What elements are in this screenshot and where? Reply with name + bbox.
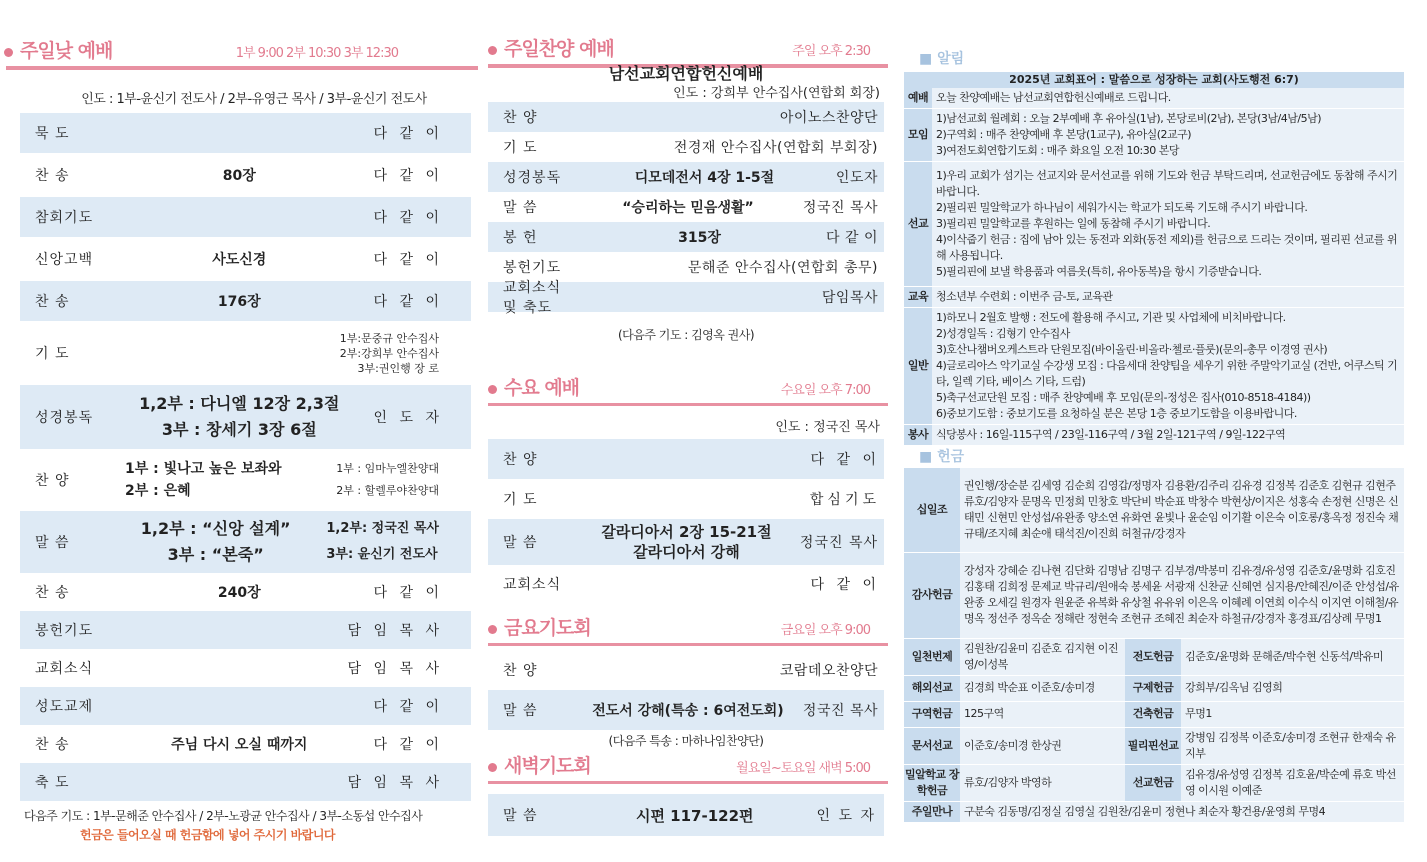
order-row-choir <box>20 449 471 511</box>
order-value: 담 임 목 사 <box>347 623 443 639</box>
notices-title: 알림 <box>937 51 965 67</box>
preacher: 1,2부: 정국진 목사 <box>326 521 439 536</box>
order-value: 담 임 목 사 <box>347 661 443 677</box>
offering-category: 감사헌금 <box>904 552 960 638</box>
notice-line: 2)성경일독 : 김형기 안수집사 <box>936 327 1070 340</box>
notices-header: ■ 알림 <box>919 51 965 67</box>
order-row <box>488 280 884 316</box>
notice-line: 5)필리핀에 보낼 학용품과 여름옷(특히, 유아동복)을 항시 기증받습니다. <box>936 265 1262 278</box>
order-main: 시편 117-122편 <box>635 806 754 825</box>
notice-category: 봉사 <box>904 425 932 446</box>
dawn-time: 월요일~토요일 새벽 5:00 <box>736 761 870 776</box>
dawn-header <box>484 751 888 781</box>
order-value: 다 같 이 <box>810 452 880 468</box>
offering-names: 이준호/송미경 한상권 <box>960 727 1125 764</box>
order-row <box>488 192 884 222</box>
notice-text: 오늘 찬양예배는 남선교회연합헌신예배로 드립니다. <box>932 88 1404 109</box>
sermon-line: 1,2부 : “신앙 설계” <box>140 519 291 538</box>
order-label: 기 도 <box>503 492 538 508</box>
order-main: 사도신경 <box>212 252 267 268</box>
order-label: 찬 송 <box>35 585 70 601</box>
offering-category: 구역헌금 <box>904 701 960 727</box>
offering-category: 십일조 <box>904 468 960 552</box>
dawn-title: 새벽기도회 <box>504 755 591 777</box>
order-row <box>20 649 471 687</box>
order-main: 80장 <box>222 168 256 184</box>
divider <box>488 781 888 784</box>
notices-column <box>904 48 1404 823</box>
notice-line: 2)구역회 : 매주 찬양예배 후 본당(1교구), 유아실(2교구) <box>936 128 1192 141</box>
prayer-line: 3부:권인행 장 로 <box>357 361 439 375</box>
order-value: 다 같 이 <box>373 585 443 601</box>
order-value: 인도자 <box>835 170 878 186</box>
order-row-sermon <box>20 511 471 573</box>
sermon-line: 3부 : “본죽” <box>167 545 264 564</box>
order-label: 봉헌기도 <box>503 260 562 276</box>
order-row <box>20 725 471 763</box>
offering-title: 헌금 <box>937 449 965 465</box>
prayer-line: 1부:문중규 안수집사 <box>339 331 439 345</box>
order-label: 교회소식 및 축도 <box>503 280 562 316</box>
fri-next: (다음주 특송 : 마하나임찬양단) <box>608 734 764 748</box>
choir-name: 1부 : 임마누엘찬양대 <box>336 462 439 475</box>
sunday-header <box>0 36 478 66</box>
choir-line: 2부 : 은혜 <box>125 483 191 499</box>
notice-line: 3)여전도회연합기도회 : 매주 화요일 오전 10:30 본당 <box>936 144 1179 157</box>
divider <box>488 643 888 646</box>
order-label: 말 씀 <box>503 703 538 719</box>
notice-line: 1)남선교회 월례회 : 오늘 2부예배 후 유아실(1남), 본당로비(2남), 본당(3남/4남/5남) <box>936 112 1322 125</box>
order-label: 찬 양 <box>503 663 538 679</box>
order-value: 합심기도 <box>809 492 880 508</box>
notice-category: 일반 <box>904 308 932 425</box>
offering-category: 밀알학교 장학헌금 <box>904 764 960 801</box>
order-value: 다 같 이 <box>810 577 880 593</box>
order-label: 봉헌기도 <box>35 623 94 639</box>
offering-names: 강병임 김정복 이준호/송미경 조현규 한재숙 유지부 <box>1181 727 1404 764</box>
order-label: 찬 송 <box>35 168 70 184</box>
choir-line: 1부 : 빛나고 높은 보좌와 <box>125 461 282 477</box>
praise-leader: 인도 : 강희부 안수집사(연합회 회장) <box>673 86 880 101</box>
order-row <box>488 439 884 479</box>
order-row-news <box>488 565 884 603</box>
order-label: 말 씀 <box>503 200 538 216</box>
offering-table <box>904 468 1404 823</box>
praise-header <box>484 34 888 64</box>
bullet-icon <box>4 48 13 57</box>
notice-category: 예배 <box>904 88 932 109</box>
offering-category: 전도헌금 <box>1125 638 1181 675</box>
notice-category: 선교 <box>904 162 932 287</box>
order-label: 말 씀 <box>503 535 538 551</box>
sunday-leader: 인도 : 1부-윤신기 전도사 / 2부-유영근 목사 / 3부-윤신기 전도사 <box>81 92 427 107</box>
offering-category: 일천번제 <box>904 638 960 675</box>
order-label: 찬 양 <box>35 473 70 489</box>
order-label: 참회기도 <box>35 210 94 226</box>
order-value: 다 같 이 <box>373 168 443 184</box>
sunday-order <box>20 113 471 801</box>
order-row-prayer <box>20 321 471 385</box>
wed-title: 수요 예배 <box>504 377 580 399</box>
praise-subtitle: 남선교회연합헌신예배 <box>608 64 764 83</box>
offering-names: 김준호/윤명화 문해준/박수현 신동석/박유미 <box>1181 638 1404 675</box>
order-main: 주님 다시 오실 때까지 <box>171 737 308 753</box>
order-row <box>20 237 471 281</box>
church-motto: 2025년 교회표어 : 말씀으로 성장하는 교회(사도행전 6:7) <box>904 72 1404 88</box>
preacher: 정국진 목사 <box>799 535 878 551</box>
order-label: 말 씀 <box>35 535 70 551</box>
offering-names: 김유경/유성영 김정복 김호윤/박순예 류호 박선영 이시원 이예준 <box>1181 764 1404 801</box>
praise-title: 주일찬양 예배 <box>504 38 614 60</box>
offering-names: 무명1 <box>1181 701 1404 727</box>
order-value: 담임목사 <box>821 290 878 306</box>
praise-order <box>488 102 884 316</box>
wed-order <box>488 439 884 603</box>
order-value: 인 도 자 <box>373 410 443 426</box>
order-label: 기 도 <box>503 140 538 156</box>
offering-header: ■ 헌금 <box>919 449 965 465</box>
order-value: 담 임 목 사 <box>347 775 443 791</box>
notice-category: 모임 <box>904 109 932 162</box>
order-row-sermon <box>488 519 884 565</box>
fri-title: 금요기도회 <box>504 617 591 639</box>
order-label: 성경봉독 <box>35 410 94 426</box>
order-value: 문해준 안수집사(연합회 총무) <box>687 260 878 276</box>
notice-line: 6)중보기도함 : 중보기도를 요청하실 분은 본당 1층 중보기도함을 이용바랍니다. <box>936 407 1297 420</box>
notice-line: 4)이삭줍기 헌금 : 집에 남아 있는 동전과 외화(동전 제외)를 헌금으로 드리는 것이며, 필리핀 선교를 위해 사용됩니다. <box>936 233 1397 262</box>
praise-next: (다음주 기도 : 김영옥 권사) <box>617 328 755 342</box>
fri-header <box>484 613 888 643</box>
wed-leader: 인도 : 정국진 목사 <box>775 420 880 435</box>
order-label: 축 도 <box>35 775 70 791</box>
order-label: 찬 양 <box>503 452 538 468</box>
offering-category: 선교헌금 <box>1125 764 1181 801</box>
choir-name: 2부 : 할렐루야찬양대 <box>336 484 439 497</box>
notice-line: 1)우리 교회가 섬기는 선교지와 문서선교를 위해 기도와 헌금 부탁드리며, 선교헌금에도 동참해 주시기 바랍니다. <box>936 169 1398 198</box>
notice-text: 식당봉사 : 16일-115구역 / 23일-116구역 / 3월 2일-121구역 / 9일-122구역 <box>932 425 1404 446</box>
notice-line: 3)필리핀 밀알학교를 후원하는 일에 동참해 주시기 바랍니다. <box>936 217 1211 230</box>
offering-notice: 헌금은 들어오실 때 헌금함에 넣어 주시기 바랍니다 <box>80 828 336 842</box>
notices-table <box>904 88 1404 446</box>
order-label: 성경봉독 <box>503 170 562 186</box>
order-row <box>488 690 884 730</box>
order-label: 말 씀 <box>503 808 538 824</box>
order-label: 교회소식 <box>35 661 94 677</box>
notice-line: 4)글로리아스 악기교실 수강생 모집 : 다음세대 찬양팀을 세우기 위한 주말악기교실 (건반, 어쿠스틱 기타, 일렉 기타, 베이스 기타, 드럼) <box>936 359 1398 388</box>
order-row <box>488 650 884 690</box>
order-row <box>20 573 471 611</box>
order-row-reading <box>20 385 471 449</box>
order-label: 찬 송 <box>35 737 70 753</box>
offering-names: 구분숙 김동명/김정실 김영실 김원찬/김윤미 정현나 최순자 황건용/윤영희 무명4 <box>960 801 1404 822</box>
order-row <box>20 687 471 725</box>
order-label: 묵 도 <box>35 126 70 142</box>
order-main: 전도서 강해(특송 : 6여전도회) <box>592 703 784 719</box>
order-main: 176장 <box>217 294 261 310</box>
bullet-icon <box>488 46 497 55</box>
order-value: 다 같 이 <box>373 294 443 310</box>
order-row <box>488 102 884 132</box>
offering-category: 문서선교 <box>904 727 960 764</box>
order-value: 다 같 이 <box>826 230 878 246</box>
order-row <box>20 153 471 197</box>
order-label: 성도교제 <box>35 699 94 715</box>
offering-names: 강성자 강혜순 김나현 김단화 김명남 김명구 김부경/박봉미 김유경/유성영 김준호/윤명화 김호진 김홍태 김희정 문제교 박규리/원애숙 봉세윤 서광재 신찬균 신혜연 심지용/안혜진/이준 안성섭/유완종 오세길 원경자 원윤준 유복화 유상철 유유위 이은옥 이혜례 이연희 이수식 이지연 이해철/유명옥 정선주 정옥순 정해란 정현숙 조현규 조혜진 최순자 하철규/강경자 홍경표/김상례 무명1 <box>960 552 1404 638</box>
order-label: 찬 송 <box>35 294 70 310</box>
bullet-icon <box>488 385 497 394</box>
offering-category: 건축헌금 <box>1125 701 1181 727</box>
order-main: 디모데전서 4장 1-5절 <box>634 170 775 186</box>
order-value: 다 같 이 <box>373 126 443 142</box>
sunday-worship-section <box>0 0 478 843</box>
fri-order <box>488 650 884 730</box>
offering-category: 해외선교 <box>904 675 960 701</box>
order-main: 315장 <box>678 230 721 246</box>
order-value: 다 같 이 <box>373 252 443 268</box>
order-row <box>488 479 884 519</box>
order-label: 찬 양 <box>503 110 538 126</box>
offering-category: 주일만나 <box>904 801 960 822</box>
offering-names: 강희부/김옥님 김영희 <box>1181 675 1404 701</box>
preacher: 3부: 윤신기 전도사 <box>326 547 438 562</box>
offering-names: 김경희 박순표 이준호/송미경 <box>960 675 1125 701</box>
offering-names: 류호/김양자 박영하 <box>960 764 1125 801</box>
order-value: 인 도 자 <box>816 808 876 824</box>
order-value: 정국진 목사 <box>802 703 878 719</box>
order-main: “승리하는 믿음생활” <box>622 200 754 216</box>
middle-column <box>484 0 888 836</box>
order-label: 교회소식 <box>503 577 562 593</box>
order-row <box>488 222 884 252</box>
offering-names: 권인행/장순분 김세영 김순희 김영갑/정명자 김용환/김주리 김유경 김정복 김준호 김현규 김현주 류호/김양자 문명옥 민정희 민창호 박단비 박순표 박창수 박현상/이지은 성홍숙 손정현 신명은 신태민 신현민 안성섭/유완종 양소연 유화연 윤빛나 윤순임 이기활 이은숙 이호롱/홍옥정 정진숙 채규태/조지혜 최순애 태석진/이진희 허철규/강경자 <box>960 468 1404 552</box>
order-label: 봉 헌 <box>503 230 538 246</box>
order-row <box>20 197 471 237</box>
wed-time: 수요일 오후 7:00 <box>780 383 870 398</box>
order-main: 240장 <box>217 585 261 601</box>
bullet-icon <box>488 625 497 634</box>
offering-names: 김원찬/김윤미 김준호 김지현 이진영/이성복 <box>960 638 1125 675</box>
order-value: 코람데오찬양단 <box>779 663 878 679</box>
order-row <box>488 132 884 162</box>
sermon-line: 갈라디아서 강해 <box>633 543 740 561</box>
order-label: 기 도 <box>35 346 70 362</box>
praise-time: 주일 오후 2:30 <box>792 44 870 59</box>
sunday-times: 1부 9:00 2부 10:30 3부 12:30 <box>235 46 398 61</box>
notice-text: 청소년부 수련회 : 이번주 금-토, 교육관 <box>932 287 1404 308</box>
notice-category: 교육 <box>904 287 932 308</box>
notice-line: 2)필리핀 밀알학교가 하나님이 세워가시는 학교가 되도록 기도해 주시기 바랍니다. <box>936 201 1308 214</box>
order-row <box>20 281 471 321</box>
order-row <box>488 162 884 192</box>
wed-header <box>484 373 888 403</box>
bullet-icon <box>488 763 497 772</box>
sunday-next-prayer: 다음주 기도 : 1부-문해준 안수집사 / 2부-노광균 안수집사 / 3부-소동섭 안수집사 <box>24 809 423 823</box>
order-value: 다 같 이 <box>373 699 443 715</box>
notice-line: 1)하모니 2월호 발행 : 전도에 활용해 주시고, 기관 및 사업체에 비치바랍니다. <box>936 311 1286 324</box>
order-row <box>20 763 471 801</box>
order-value: 다 같 이 <box>373 210 443 226</box>
order-row <box>20 113 471 153</box>
sunday-title: 주일낮 예배 <box>20 40 113 62</box>
order-value: 전경재 안수집사(연합회 부회장) <box>673 140 878 156</box>
reading-line: 1,2부 : 다니엘 12장 2,3절 <box>139 394 340 413</box>
dawn-row <box>488 794 884 836</box>
notice-line: 5)축구선교단원 모집 : 매주 찬양예배 후 모임(문의-정성은 집사(010-8518-4184)) <box>936 391 1311 404</box>
offering-category: 필리핀선교 <box>1125 727 1181 764</box>
sermon-line: 갈라디아서 2장 15-21절 <box>601 523 772 541</box>
order-value: 정국진 목사 <box>802 200 878 216</box>
order-value: 다 같 이 <box>373 737 443 753</box>
prayer-line: 2부:강희부 안수집사 <box>339 346 439 360</box>
offering-category: 구제헌금 <box>1125 675 1181 701</box>
order-label: 신앙고백 <box>35 252 94 268</box>
fri-time: 금요일 오후 9:00 <box>780 623 870 638</box>
order-row <box>20 611 471 649</box>
order-value: 아이노스찬양단 <box>779 110 878 126</box>
offering-names: 125구역 <box>960 701 1125 727</box>
notice-line: 3)호산나챔버오케스트라 단원모집(바이올린·비올라·첼로·플룻)(문의-총무 이경영 권사) <box>936 343 1328 356</box>
reading-line: 3부 : 창세기 3장 6절 <box>161 420 317 439</box>
